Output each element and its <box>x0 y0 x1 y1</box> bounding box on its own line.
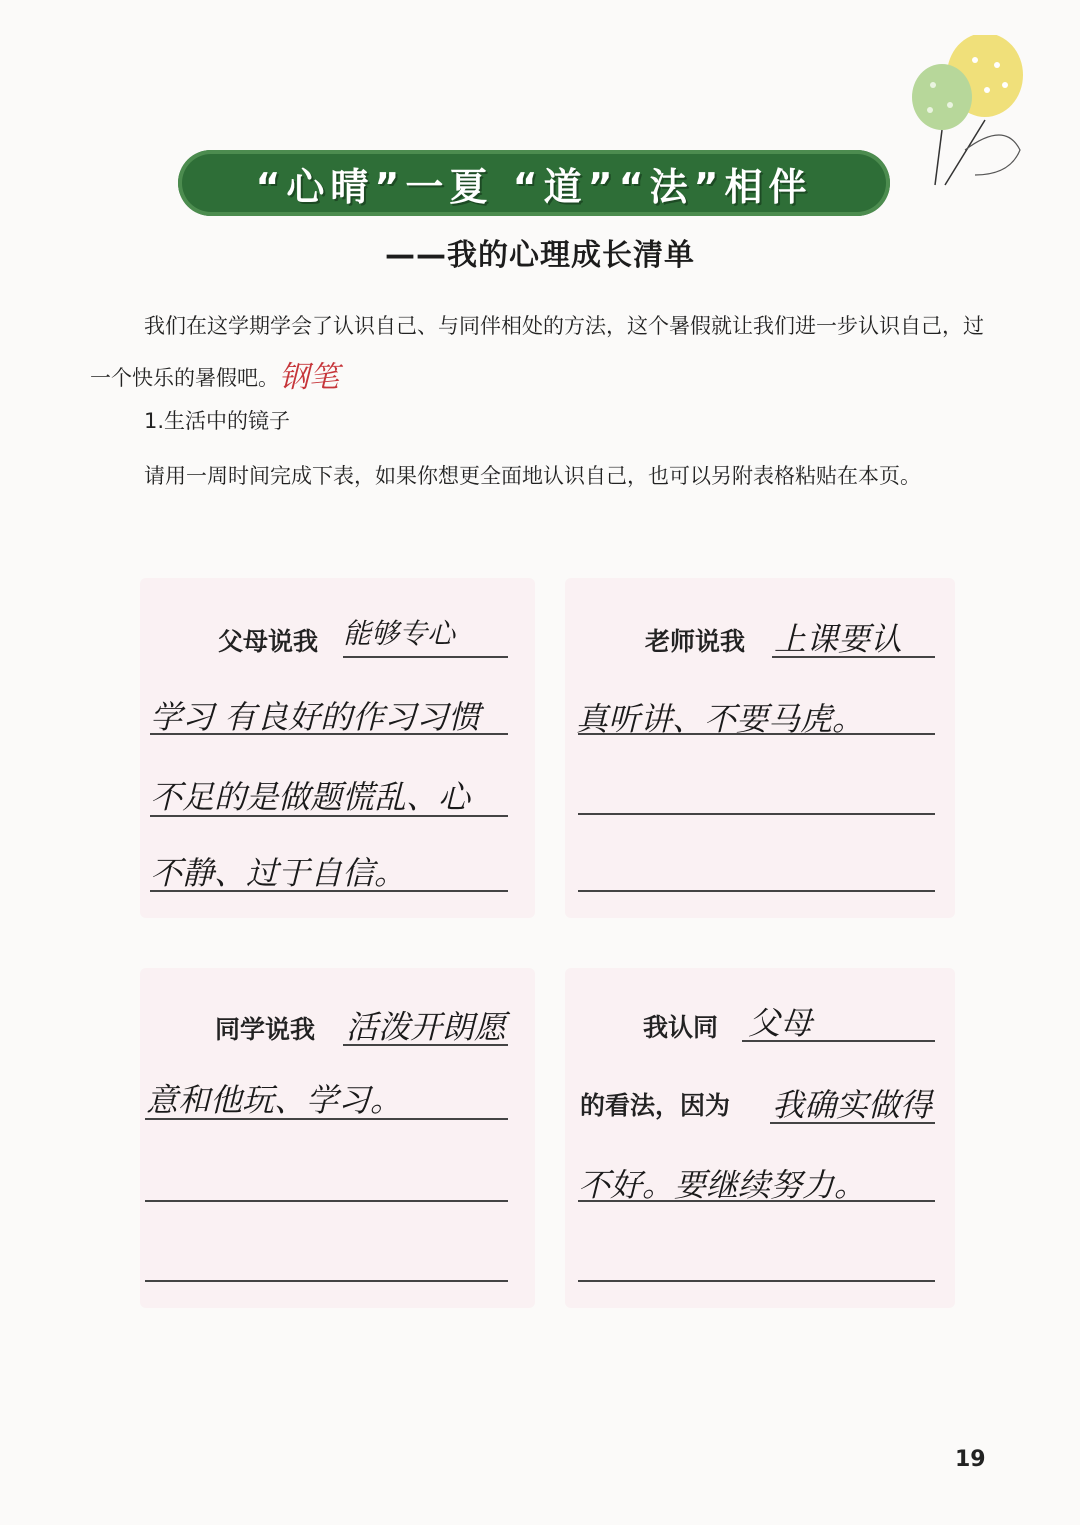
answer-line <box>145 1200 508 1202</box>
handwriting-myself-1: 我确实做得 <box>772 1086 933 1124</box>
intro-text: 我们在这学期学会了认识自己、与同伴相处的方法，这个暑假就让我们进一步认识自己，过一个快乐的暑假吧。 <box>90 314 984 390</box>
answer-line <box>578 890 935 892</box>
handwriting-parents-4: 不静、过于自信。 <box>150 854 407 892</box>
handwriting-classmates-1: 活泼开朗愿 <box>346 1008 507 1046</box>
banner-title: “心晴”一夏 “道”“法”相伴 <box>255 164 813 209</box>
prompt-myself-continuation: 的看法，因为 <box>580 1091 731 1120</box>
answer-line <box>145 1280 508 1282</box>
prompt-teacher: 老师说我 <box>645 627 746 656</box>
subtitle: ——我的心理成长清单 <box>385 238 695 273</box>
section-title: 1.生活中的镜子 <box>144 409 291 433</box>
page-number: 19 <box>955 1447 986 1472</box>
handwriting-parents-3: 不足的是做题慌乱、心 <box>150 778 471 816</box>
handwriting-myself-answer: 父母 <box>748 1004 813 1042</box>
prompt-parents: 父母说我 <box>218 627 319 656</box>
handwriting-parents-1: 能够专心 <box>343 617 456 650</box>
prompt-classmates: 同学说我 <box>215 1015 316 1044</box>
title-banner <box>178 150 890 216</box>
balloons-illustration <box>905 35 1045 195</box>
handwritten-note: 钢笔 <box>279 360 339 395</box>
instruction-paragraph: 请用一周时间完成下表，如果你想更全面地认识自己，也可以另附表格粘贴在本页。 <box>144 464 921 488</box>
handwriting-parents-2: 学习 有良好的作习习惯 <box>150 698 481 736</box>
intro-paragraph <box>90 300 990 404</box>
answer-line <box>578 813 935 815</box>
handwriting-myself-2: 不好。要继续努力。 <box>578 1166 867 1204</box>
prompt-myself: 我认同 <box>643 1013 719 1042</box>
handwriting-teacher-1: 上课要认 <box>774 620 903 658</box>
answer-line <box>343 656 508 658</box>
answer-line <box>578 1280 935 1282</box>
handwriting-teacher-2: 真听讲、不要马虎。 <box>576 700 865 738</box>
handwriting-classmates-2: 意和他玩、学习。 <box>146 1081 403 1119</box>
